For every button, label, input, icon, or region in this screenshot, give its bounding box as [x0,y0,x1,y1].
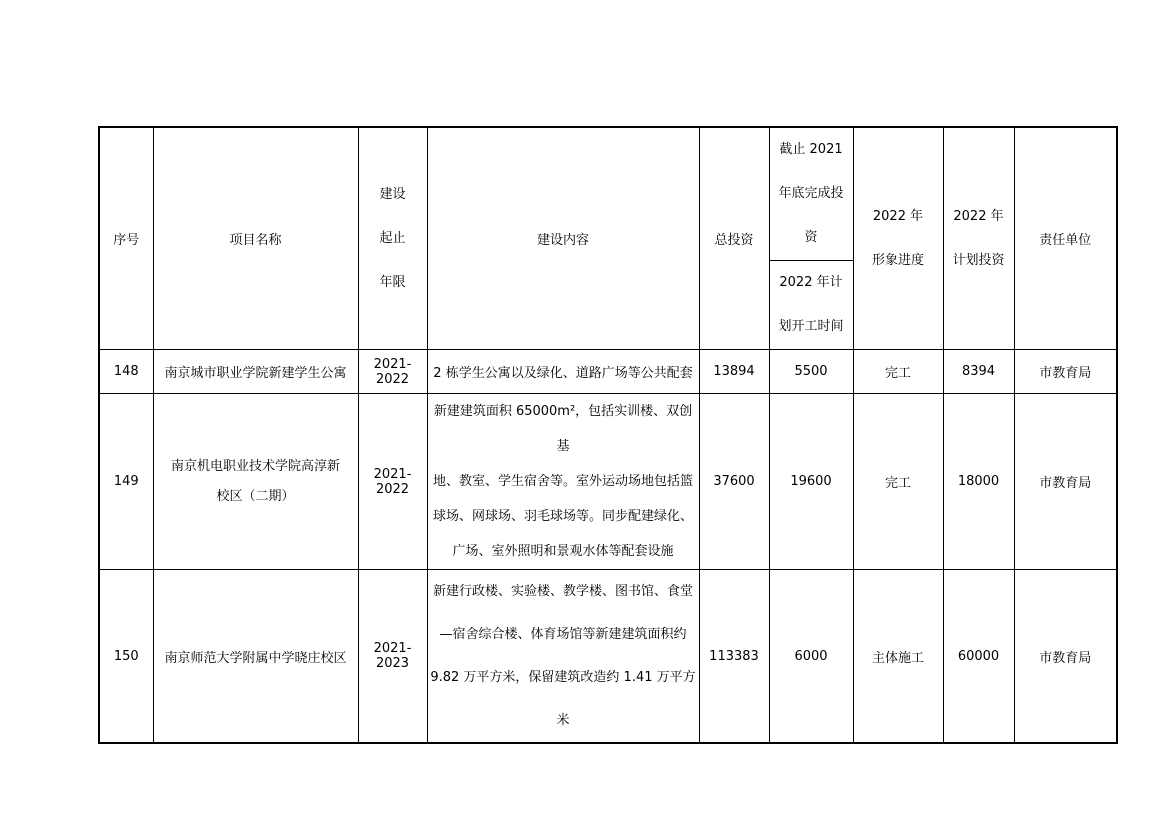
cell-done: 19600 [769,394,853,570]
header-done-line: 截止 2021 [779,142,843,157]
cell-name: 南京机电职业技术学院高淳新 校区（二期） [153,394,358,570]
cell-plan: 8394 [943,350,1014,394]
header-plan-line: 计划投资 [952,252,1005,268]
cell-seq: 149 [99,394,153,570]
header-unit: 责任单位 [1014,127,1117,350]
header-name: 项目名称 [153,127,358,350]
cell-content: 2 栋学生公寓以及绿化、道路广场等公共配套 [427,350,699,394]
header-period-line: 年限 [379,274,406,290]
cell-progress: 完工 [853,350,943,394]
cell-name: 南京城市职业学院新建学生公寓 [153,350,358,394]
header-period [358,127,427,350]
cell-unit: 市教育局 [1014,350,1117,394]
cell-progress: 完工 [853,394,943,570]
cell-total: 113383 [699,570,769,744]
header-row [99,127,1117,261]
header-content: 建设内容 [427,127,699,350]
cell-done: 6000 [769,570,853,744]
header-done [769,127,853,261]
header-seq: 序号 [99,127,153,350]
cell-plan: 18000 [943,394,1014,570]
table-row [99,350,1117,394]
header-done-line: 年底完成投 [778,186,844,201]
header-progress-line: 2022 年 [872,208,924,224]
cell-unit: 市教育局 [1014,570,1117,744]
project-table [98,126,1118,744]
cell-period: 2021-2023 [358,570,427,744]
header-done-line: 资 [804,230,818,245]
header-progress [853,127,943,350]
header-progress-line: 形象进度 [871,252,924,268]
cell-done: 5500 [769,350,853,394]
cell-seq: 150 [99,570,153,744]
cell-period: 2021-2022 [358,350,427,394]
header-plan [943,127,1014,350]
table-row [99,394,1117,570]
cell-plan: 60000 [943,570,1014,744]
header-start-line: 划开工时间 [778,319,844,334]
header-start [769,261,853,350]
cell-name: 南京师范大学附属中学晓庄校区 [153,570,358,744]
cell-total: 13894 [699,350,769,394]
cell-period: 2021-2022 [358,394,427,570]
header-plan-line: 2022 年 [953,208,1004,224]
table-row [99,570,1117,744]
header-total: 总投资 [699,127,769,350]
cell-content: 新建建筑面积 65000m²，包括实训楼、双创基 地、教室、学生宿舍等。室外运动场地包括篮 球场、网球场、羽毛球场等。同步配建绿化、 广场、室外照明和景观水体等配套设施 [427,394,699,570]
header-period-line: 建设 [379,186,406,202]
cell-progress: 主体施工 [853,570,943,744]
cell-content: 新建行政楼、实验楼、教学楼、图书馆、食堂 —宿舍综合楼、体育场馆等新建建筑面积约 9.82 万平方米，保留建筑改造约 1.41 万平方米 [427,570,699,744]
header-start-line: 2022 年计 [779,275,843,290]
cell-unit: 市教育局 [1014,394,1117,570]
header-period-line: 起止 [379,230,406,246]
cell-seq: 148 [99,350,153,394]
cell-total: 37600 [699,394,769,570]
